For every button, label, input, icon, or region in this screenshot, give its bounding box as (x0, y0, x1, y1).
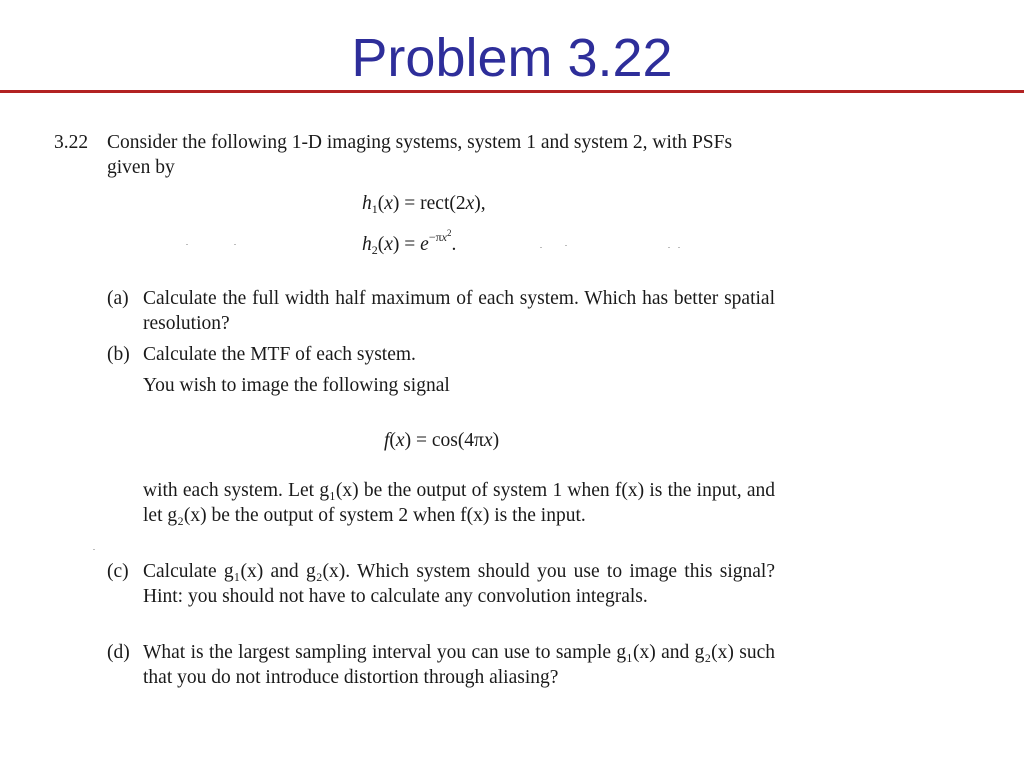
part-b-text: Calculate the MTF of each system. (143, 344, 416, 365)
title-divider (0, 90, 1024, 93)
part-d-label: (d) (107, 642, 130, 663)
signal-intro: You wish to image the following signal (143, 375, 450, 396)
part-a-text: Calculate the full width half maximum of each system. Which has better spatial resolution? (143, 288, 775, 334)
part-a-label: (a) (107, 288, 129, 309)
scan-speck (678, 247, 680, 248)
problem-number: 3.22 (54, 132, 89, 153)
scan-speck (93, 549, 95, 550)
problem-intro: Consider the following 1-D imaging systems, system 1 and system 2, with PSFs given by (107, 132, 733, 178)
scan-speck (565, 245, 567, 246)
scan-speck (186, 244, 188, 245)
part-c-label: (c) (107, 561, 129, 582)
equation-h1: $h_1(x)$ = rect(2x), (362, 193, 486, 216)
scan-speck (234, 244, 236, 245)
part-c-text: Calculate g₁(x) and g₂(x). Which system should you use to image this signal? Hint: you should not have to calculate any convolution integrals. (143, 561, 775, 607)
slide-title: Problem 3.22 (351, 28, 673, 88)
scan-speck (668, 247, 670, 248)
part-b-label: (b) (107, 344, 130, 365)
equation-h2: $h_2(x) = e^{-\pi x^2}$. (362, 228, 457, 257)
system-output-paragraph: with each system. Let g₁(x) be the output of system 1 when f(x) is the input, and let g₂(x) be the output of system 2 when f(x) is the input. (143, 480, 775, 526)
equation-f: f(x) = cos(4πx) (384, 430, 500, 451)
scan-speck (540, 247, 542, 248)
part-d-text: What is the largest sampling interval you can use to sample g₁(x) and g₂(x) such that you do not introduce distortion through aliasing? (143, 642, 775, 688)
